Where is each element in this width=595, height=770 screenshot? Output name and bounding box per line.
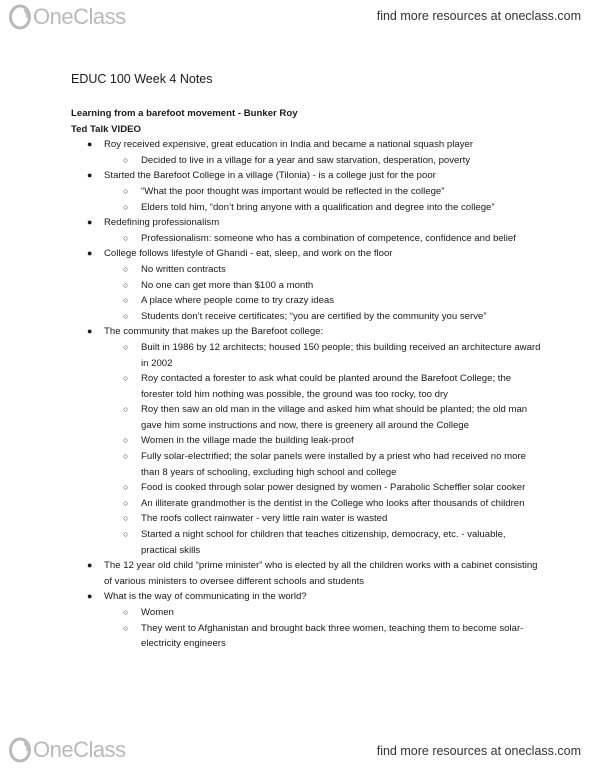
sub-bullet-item — [71, 200, 541, 216]
document-body — [71, 72, 541, 652]
sub-bullet-item — [71, 449, 541, 480]
sub-bullet-text: Started a night school for children that teaches citizenship, democracy, etc. - valuable, practical skills — [141, 529, 506, 556]
sub-bullet-item — [71, 340, 541, 371]
sub-bullet-text: They went to Afghanistan and brought back three women, teaching them to become solar-electricity engineers — [141, 622, 524, 650]
bullet-text: Redefining professionalism — [104, 217, 220, 229]
sub-bullet-text: No one can get more than $100 a month — [141, 279, 314, 291]
oneclass-logo-footer[interactable] — [8, 737, 126, 763]
sub-bullet-item — [71, 278, 541, 294]
bullet-text: The community that makes up the Barefoot college: — [104, 326, 324, 338]
footer-tagline-link[interactable]: find more resources at oneclass.com — [376, 744, 581, 758]
document-title: EDUC 100 Week 4 Notes — [71, 72, 213, 86]
bullet-item — [71, 246, 541, 324]
bullet-dot-icon: ● — [87, 248, 93, 259]
circle-bullet-icon: ○ — [123, 404, 129, 415]
sub-bullet-item — [71, 621, 541, 652]
circle-bullet-icon: ○ — [123, 263, 129, 274]
bullet-item — [71, 137, 541, 168]
circle-bullet-icon: ○ — [123, 279, 129, 290]
bullet-text: Started the Barefoot College in a village (Tilonia) - is a college just for the poor — [104, 170, 436, 182]
sub-bullet-item — [71, 496, 541, 512]
sub-bullet-text: A place where people come to try crazy ideas — [141, 295, 335, 307]
bullet-dot-icon: ● — [87, 326, 93, 337]
circle-bullet-icon: ○ — [123, 185, 129, 196]
circle-bullet-icon: ○ — [123, 295, 129, 306]
bullet-item — [71, 558, 541, 589]
section-heading: Learning from a barefoot movement - Bunker Roy — [71, 108, 298, 119]
sub-bullet-item — [71, 309, 541, 325]
bullet-dot-icon: ● — [87, 560, 93, 571]
sub-bullet-item — [71, 293, 541, 309]
bullet-item — [71, 215, 541, 246]
circle-bullet-icon: ○ — [123, 451, 129, 462]
sub-bullet-list — [104, 184, 541, 215]
circle-bullet-icon: ○ — [123, 310, 129, 321]
sub-bullet-item — [71, 527, 541, 558]
sub-bullet-text: Built in 1986 by 12 architects; housed 150 people; this building received an architecture award in 2002 — [141, 341, 541, 369]
bullet-dot-icon: ● — [87, 217, 93, 228]
sub-bullet-text: Elders told him, “don’t bring anyone with a qualification and degree into the college” — [141, 201, 495, 213]
sub-bullet-item — [71, 402, 541, 433]
sub-bullet-text: Fully solar-electrified; the solar panels were installed by a priest who had received no more than 8 years of schooling, excluding high school and college — [141, 451, 527, 478]
sub-bullet-text: Roy then saw an old man in the village and asked him what should be planted; the old man gave him some instructions and now, there is greenery all around the College — [141, 404, 528, 431]
logo-text: OneClass — [33, 737, 126, 762]
sub-bullet-text: The roofs collect rainwater - very little rain water is wasted — [141, 513, 388, 525]
header-tagline-link[interactable]: find more resources at oneclass.com — [376, 9, 581, 23]
section-subheading: Ted Talk VIDEO — [71, 123, 142, 135]
circle-bullet-icon: ○ — [123, 341, 129, 352]
sub-bullet-list — [104, 605, 541, 652]
sub-bullet-text: An illiterate grandmother is the dentist in the College who looks after thousands of children — [141, 497, 525, 509]
bullet-dot-icon: ● — [87, 591, 93, 602]
sub-bullet-item — [71, 153, 541, 169]
sub-bullet-text: No written contracts — [141, 263, 226, 275]
oneclass-o-icon — [8, 737, 32, 763]
circle-bullet-icon: ○ — [123, 607, 129, 617]
circle-bullet-icon: ○ — [123, 232, 129, 243]
sub-bullet-list — [104, 231, 541, 247]
bullet-item — [71, 589, 541, 651]
sub-bullet-list — [104, 340, 541, 558]
bullet-text: Roy received expensive, great education in India and became a national squash player — [104, 139, 474, 151]
sub-bullet-item — [71, 511, 541, 527]
circle-bullet-icon: ○ — [123, 154, 129, 165]
circle-bullet-icon: ○ — [123, 435, 129, 446]
circle-bullet-icon: ○ — [123, 373, 129, 384]
sub-bullet-item — [71, 480, 541, 496]
circle-bullet-icon: ○ — [123, 482, 129, 493]
notes-list — [71, 137, 541, 652]
bullet-text: What is the way of communicating in the world? — [104, 591, 307, 603]
sub-bullet-text: Food is cooked through solar power designed by women - Parabolic Scheffler solar cooker — [141, 482, 526, 494]
bullet-text: College follows lifestyle of Ghandi - eat, sleep, and work on the floor — [104, 248, 393, 260]
sub-bullet-item — [71, 605, 541, 621]
sub-bullet-text: Decided to live in a village for a year and saw starvation, desperation, poverty — [141, 154, 471, 166]
sub-bullet-text: “What the poor thought was important would be reflected in the college” — [141, 185, 445, 197]
sub-bullet-list — [104, 153, 541, 169]
bullet-item — [71, 168, 541, 215]
sub-bullet-text: Roy contacted a forester to ask what could be planted around the Barefoot College; the forester told him nothing was possible, the ground was too rocky, too dry — [141, 373, 512, 400]
circle-bullet-icon: ○ — [123, 497, 129, 508]
circle-bullet-icon: ○ — [123, 513, 129, 524]
logo-text: OneClass — [33, 4, 126, 29]
sub-bullet-text: Women — [141, 607, 174, 618]
sub-bullet-item — [71, 231, 541, 247]
sub-bullet-text: Professionalism: someone who has a combination of competence, confidence and belief — [141, 232, 516, 244]
sub-bullet-text: Students don’t receive certificates; “you are certified by the community you serve” — [141, 310, 487, 322]
sub-bullet-text: Women in the village made the building leak-proof — [141, 435, 354, 447]
sub-bullet-item — [71, 262, 541, 278]
circle-bullet-icon: ○ — [123, 529, 129, 540]
oneclass-o-icon — [8, 4, 32, 30]
sub-bullet-item — [71, 184, 541, 200]
circle-bullet-icon: ○ — [123, 201, 129, 212]
sub-bullet-list — [104, 262, 541, 324]
sub-bullet-item — [71, 433, 541, 449]
bullet-dot-icon: ● — [87, 170, 93, 181]
sub-bullet-item — [71, 371, 541, 402]
oneclass-logo[interactable] — [8, 4, 126, 30]
bullet-item — [71, 324, 541, 558]
circle-bullet-icon: ○ — [123, 622, 129, 633]
bullet-dot-icon: ● — [87, 139, 93, 150]
bullet-text: The 12 year old child “prime minister” who is elected by all the children works with a cabinet consisting of various ministers to oversee different schools and students — [104, 560, 538, 587]
